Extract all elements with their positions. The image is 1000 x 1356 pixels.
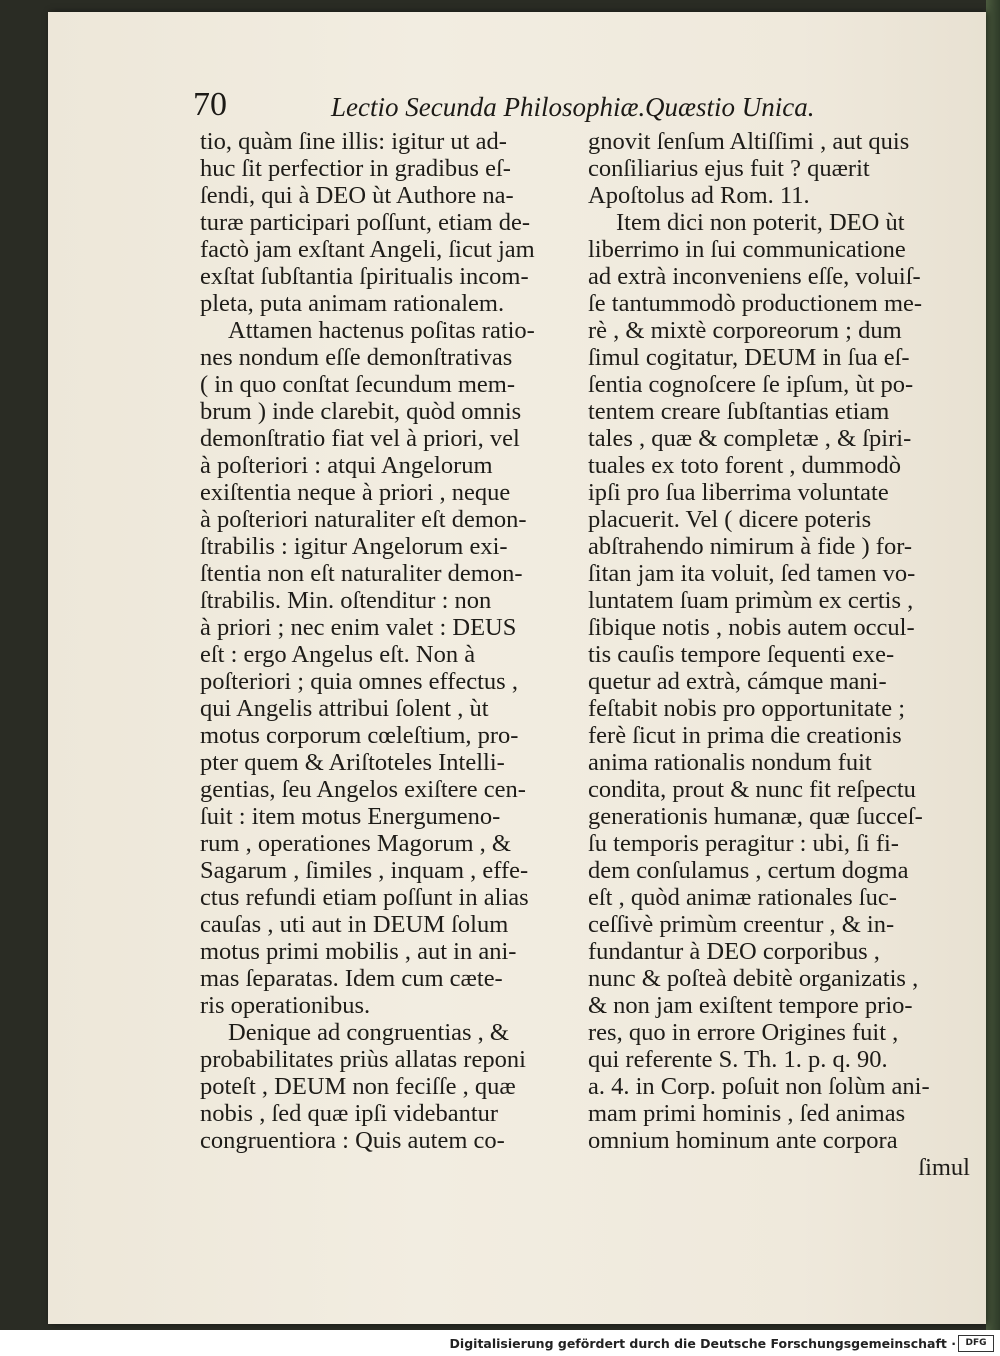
page-header [193,86,973,126]
funding-credit: Digitalisierung gefördert durch die Deutsche Forschungsgemeinschaft · [449,1336,956,1351]
text-line: condita, prout & nunc fit reſpectu [588,776,916,803]
text-line: pleta, puta animam rationalem. [200,290,505,317]
text-line: nes nondum eſſe demonſtrativas [200,344,513,371]
text-line: Item dici non poterit, DEO ùt [616,209,905,236]
text-line: eſt , quòd animæ rationales ſuc- [588,884,897,911]
text-line: motus corporum cœleſtium, pro- [200,722,519,749]
text-line: ad extrà inconveniens eſſe, voluiſ- [588,263,921,290]
text-line: res, quo in errore Origines fuit , [588,1019,899,1046]
text-line: poteſt , DEUM non feciſſe , quæ [200,1073,516,1100]
text-line: anima rationalis nondum fuit [588,749,872,776]
text-line: turæ participari poſſunt, etiam de- [200,209,530,236]
text-line: ferè ſicut in prima die creationis [588,722,902,749]
text-line: ſibique notis , nobis autem occul- [588,614,915,641]
text-line: & non jam exiſtent tempore prio- [588,992,913,1019]
dfg-logo: DFG [958,1335,994,1352]
text-line: gentias, ſeu Angelos exiſtere cen- [200,776,526,803]
text-line: à poſteriori naturaliter eſt demon- [200,506,527,533]
book-cover-edge [986,0,1000,1330]
text-line: ctus refundi etiam poſſunt in alias [200,884,529,911]
text-line: ( in quo conſtat ſecundum mem- [200,371,516,398]
text-line: cauſas , uti aut in DEUM ſolum [200,911,509,938]
text-line: ſu temporis peragitur : ubi, ſi fi- [588,830,899,857]
text-line: conſiliarius ejus fuit ? quærit [588,155,870,182]
text-line: feſtabit nobis pro opportunitate ; [588,695,906,722]
text-line: ſendi, qui à DEO ùt Authore na- [200,182,514,209]
text-line: exſtat ſubſtantia ſpiritualis incom- [200,263,529,290]
text-line: mas ſeparatas. Idem cum cæte- [200,965,503,992]
text-line: ſimul cogitatur, DEUM in ſua eſ- [588,344,910,371]
text-line: ſuit : item motus Energumeno- [200,803,501,830]
text-line: ſimul [918,1154,970,1181]
text-line: omnium hominum ante corpora [588,1127,898,1154]
text-line: fundantur à DEO corporibus , [588,938,880,965]
text-line: quetur ad extrà, cámque mani- [588,668,887,695]
text-line: ſtentia non eſt naturaliter demon- [200,560,523,587]
text-line: ſentia cognoſcere ſe ipſum, ùt po- [588,371,914,398]
text-line: demonſtratio fiat vel à priori, vel [200,425,520,452]
text-line: Sagarum , ſimiles , inquam , effe- [200,857,529,884]
text-line: exiſtentia neque à priori , neque [200,479,511,506]
footer-bar [0,1330,1000,1356]
text-line: abſtrahendo nimirum à fide ) for- [588,533,913,560]
left-text-column [200,128,574,1154]
text-line: ſe tantummodò productionem me- [588,290,923,317]
text-line: nobis , ſed quæ ipſi videbantur [200,1100,499,1127]
text-line: nunc & poſteà debitè organizatis , [588,965,919,992]
text-line: motus primi mobilis , aut in ani- [200,938,517,965]
text-line: mam primi hominis , ſed animas [588,1100,906,1127]
text-line: à priori ; nec enim valet : DEUS [200,614,517,641]
text-line: ſitan jam ita voluit, ſed tamen vo- [588,560,916,587]
text-line: tuales ex toto forent , dummodò [588,452,901,479]
text-line: pter quem & Ariſtoteles Intelli- [200,749,505,776]
text-line: ſtrabilis : igitur Angelorum exi- [200,533,508,560]
text-line: Attamen hactenus poſitas ratio- [228,317,535,344]
running-title: Lectio Secunda Philosophiæ. [331,92,646,122]
text-line: eſt : ergo Angelus eſt. Non à [200,641,476,668]
text-line: tio, quàm ſine illis: igitur ut ad- [200,128,507,155]
text-line: qui referente S. Th. 1. p. q. 90. [588,1046,888,1073]
text-line: ipſi pro ſua liberrima voluntate [588,479,889,506]
text-line: luntatem ſuam primùm ex certis , [588,587,914,614]
text-line: congruentiora : Quis autem co- [200,1127,505,1154]
text-line: liberrimo in ſui communicatione [588,236,906,263]
question-title: Quæstio Unica. [645,92,815,122]
text-line: Apoſtolus ad Rom. 11. [588,182,810,209]
text-line: rum , operationes Magorum , & [200,830,511,857]
text-line: dem conſulamus , certum dogma [588,857,909,884]
text-line: placuerit. Vel ( dicere poteris [588,506,872,533]
text-line: poſteriori ; quia omnes effectus , [200,668,518,695]
text-line: generationis humanæ, quæ ſucceſ- [588,803,923,830]
text-line: à poſteriori : atqui Angelorum [200,452,493,479]
text-line: factò jam exſtant Angeli, ſicut jam [200,236,535,263]
text-line: qui Angelis attribui ſolent , ùt [200,695,489,722]
text-line: ris operationibus. [200,992,371,1019]
page-number: 70 [193,86,227,123]
text-line: Denique ad congruentias , & [228,1019,509,1046]
text-line: ſtrabilis. Min. oſtenditur : non [200,587,492,614]
text-line: tentem creare ſubſtantias etiam [588,398,890,425]
text-line: gnovit ſenſum Altiſſimi , aut quis [588,128,910,155]
text-line: ceſſivè primùm creentur , & in- [588,911,895,938]
right-text-column [588,128,970,1181]
text-line: rè , & mixtè corporeorum ; dum [588,317,902,344]
text-line: tales , quæ & completæ , & ſpiri- [588,425,912,452]
text-line: huc ſit perfectior in gradibus eſ- [200,155,511,182]
text-line: tis cauſis tempore ſequenti exe- [588,641,895,668]
text-line: brum ) inde clarebit, quòd omnis [200,398,522,425]
text-line: probabilitates priùs allatas reponi [200,1046,526,1073]
text-line: a. 4. in Corp. poſuit non ſolùm ani- [588,1073,930,1100]
